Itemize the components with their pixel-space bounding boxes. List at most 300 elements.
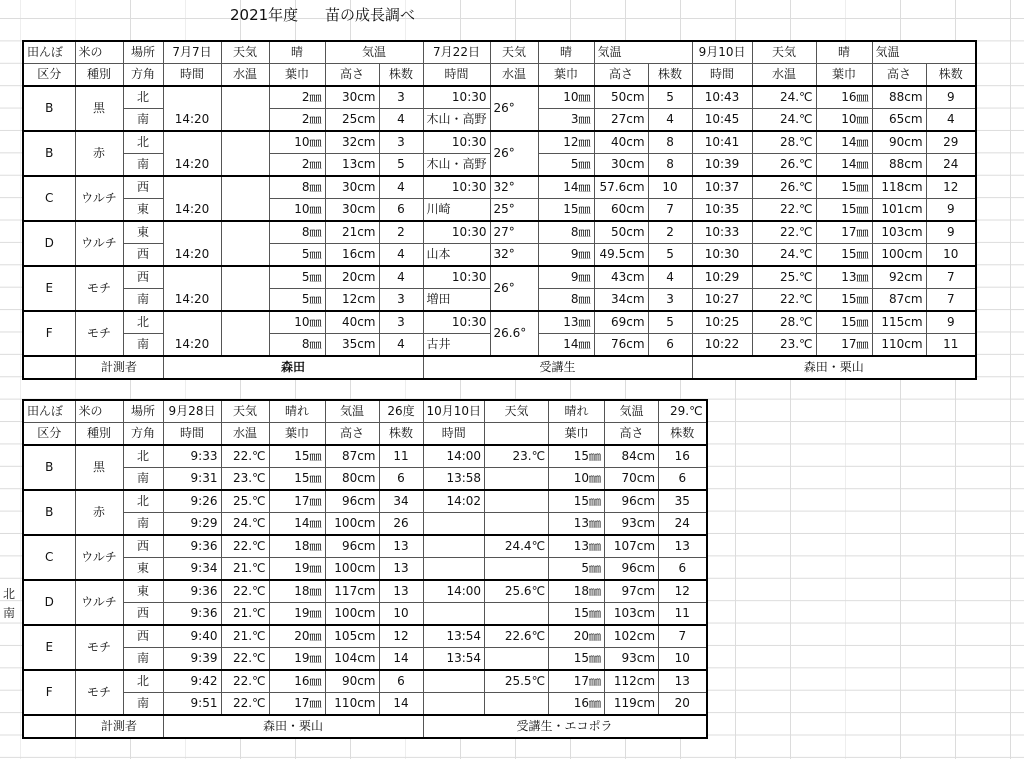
height-7-22: 49.5cm: [594, 244, 648, 267]
time-9-10: 10:41: [692, 131, 752, 154]
header-sunny2: 晴: [538, 41, 594, 64]
header-water3: 水温: [752, 64, 816, 87]
leaf-9-10: 14㎜: [816, 131, 872, 154]
leaf-9-28: 19㎜: [269, 558, 325, 581]
leaf-9-28: 20㎜: [269, 625, 325, 648]
time-10-10: [423, 670, 485, 693]
group-type: モチ: [75, 670, 123, 715]
leaf-10-10: 15㎜: [549, 648, 605, 671]
height-9-10: 65cm: [872, 109, 926, 132]
water-9-28: 21.℃: [221, 603, 269, 626]
leaf-9-28: 19㎜: [269, 603, 325, 626]
header-sunny3: 晴: [816, 41, 872, 64]
time-10-10: 14:00: [423, 580, 485, 603]
group-div: B: [23, 131, 75, 176]
count-7-7: 2: [379, 221, 423, 244]
water-9-28: 23.℃: [221, 468, 269, 491]
table-row: [23, 266, 976, 289]
water-9-28: 22.℃: [221, 693, 269, 716]
height-9-28: 110cm: [325, 693, 379, 716]
count-9-28: 14: [379, 693, 423, 716]
count-7-7: 4: [379, 109, 423, 132]
time-7-22: 増田: [423, 289, 490, 312]
table-row: [23, 86, 976, 109]
direction: 西: [123, 176, 163, 199]
direction: 北: [123, 131, 163, 154]
water-10-10: [485, 603, 549, 626]
footer-label: 計測者: [75, 356, 163, 379]
count-7-7: 3: [379, 131, 423, 154]
height-10-10: 84cm: [605, 445, 659, 468]
side-label-north: 北: [3, 587, 16, 601]
header-time2: 時間: [423, 423, 485, 446]
count-9-28: 26: [379, 513, 423, 536]
height-7-22: 40cm: [594, 131, 648, 154]
count-9-10: 7: [926, 266, 976, 289]
height-10-10: 93cm: [605, 513, 659, 536]
time-10-10: [423, 603, 485, 626]
water-10-10: 23.℃: [485, 445, 549, 468]
water-9-28: 22.℃: [221, 648, 269, 671]
header-dir: 方角: [123, 423, 163, 446]
count-9-10: 24: [926, 154, 976, 177]
water-10-10: 24.4℃: [485, 535, 549, 558]
water-7-22: 25°: [490, 199, 538, 222]
group-div: B: [23, 86, 75, 131]
leaf-7-22: 12㎜: [538, 131, 594, 154]
header-d2: 10月10日: [423, 400, 485, 423]
header-temp3: 気温: [872, 41, 976, 64]
count-9-28: 13: [379, 535, 423, 558]
group-type: ウルチ: [75, 535, 123, 580]
leaf-7-22: 15㎜: [538, 199, 594, 222]
direction: 北: [123, 311, 163, 334]
header-temp1: 気温: [325, 41, 423, 64]
count-10-10: 20: [659, 693, 707, 716]
count-7-7: 4: [379, 266, 423, 289]
height-9-28: 117cm: [325, 580, 379, 603]
group-type: 黒: [75, 445, 123, 490]
header-temp2: 気温: [605, 400, 659, 423]
water-7-22: 32°: [490, 244, 538, 267]
header-tempv2: 29.℃: [659, 400, 707, 423]
header-time2: 時間: [423, 64, 490, 87]
header-type: 種別: [75, 423, 123, 446]
time-7-22: 木山・高野: [423, 109, 490, 132]
time-9-10: 10:35: [692, 199, 752, 222]
count-9-28: 11: [379, 445, 423, 468]
height-10-10: 103cm: [605, 603, 659, 626]
time-10-10: [423, 693, 485, 716]
footer-row: [23, 715, 707, 738]
group-div: F: [23, 670, 75, 715]
height-7-22: 43cm: [594, 266, 648, 289]
group-div: B: [23, 445, 75, 490]
water-9-28: 25.℃: [221, 490, 269, 513]
leaf-9-28: 17㎜: [269, 693, 325, 716]
header-row-1: [23, 400, 707, 423]
header-time1: 時間: [163, 423, 221, 446]
height-9-28: 80cm: [325, 468, 379, 491]
direction: 北: [123, 445, 163, 468]
height-7-22: 27cm: [594, 109, 648, 132]
time-9-28: 9:26: [163, 490, 221, 513]
leaf-9-10: 16㎜: [816, 86, 872, 109]
time-9-28: 9:31: [163, 468, 221, 491]
count-10-10: 7: [659, 625, 707, 648]
water-7-7: [221, 176, 269, 221]
water-9-10: 24.℃: [752, 244, 816, 267]
count-7-22: 4: [648, 266, 692, 289]
header-time3: 時間: [692, 64, 752, 87]
sheet-title: 苗の成長調べ: [325, 6, 416, 24]
leaf-7-7: 2㎜: [269, 109, 325, 132]
leaf-7-22: 14㎜: [538, 176, 594, 199]
leaf-10-10: 15㎜: [549, 445, 605, 468]
header-d2: 7月22日: [423, 41, 490, 64]
height-7-22: 60cm: [594, 199, 648, 222]
time-9-28: 9:29: [163, 513, 221, 536]
leaf-7-22: 14㎜: [538, 334, 594, 357]
table-row: [23, 693, 707, 716]
header-tempv1: 26度: [379, 400, 423, 423]
side-label-south: 南: [3, 606, 16, 620]
height-9-10: 118cm: [872, 176, 926, 199]
leaf-7-7: 10㎜: [269, 131, 325, 154]
water-9-28: 22.℃: [221, 580, 269, 603]
time-9-10: 10:45: [692, 109, 752, 132]
leaf-7-7: 5㎜: [269, 244, 325, 267]
count-7-22: 10: [648, 176, 692, 199]
direction: 南: [123, 334, 163, 357]
time-7-7: 14:20: [163, 131, 221, 176]
leaf-9-28: 18㎜: [269, 580, 325, 603]
leaf-7-22: 5㎜: [538, 154, 594, 177]
height-7-7: 30cm: [325, 86, 379, 109]
header-count2: 株数: [659, 423, 707, 446]
direction: 西: [123, 625, 163, 648]
height-10-10: 96cm: [605, 490, 659, 513]
leaf-7-22: 8㎜: [538, 289, 594, 312]
time-10-10: 13:58: [423, 468, 485, 491]
header-sunny2: 晴れ: [549, 400, 605, 423]
header-d3: 9月10日: [692, 41, 752, 64]
height-7-22: 30cm: [594, 154, 648, 177]
height-9-28: 96cm: [325, 490, 379, 513]
time-9-28: 9:51: [163, 693, 221, 716]
header-count3: 株数: [926, 64, 976, 87]
table-row: [23, 558, 707, 581]
header-type: 種別: [75, 64, 123, 87]
leaf-9-10: 15㎜: [816, 244, 872, 267]
leaf-9-28: 19㎜: [269, 648, 325, 671]
count-9-28: 10: [379, 603, 423, 626]
height-7-22: 69cm: [594, 311, 648, 334]
time-7-7: 14:20: [163, 86, 221, 131]
water-7-7: [221, 131, 269, 176]
footer-blank: [23, 715, 75, 738]
time-7-22: 10:30: [423, 131, 490, 154]
count-10-10: 35: [659, 490, 707, 513]
time-9-28: 9:33: [163, 445, 221, 468]
height-10-10: 96cm: [605, 558, 659, 581]
group-div: E: [23, 266, 75, 311]
table-row: [23, 580, 707, 603]
height-7-7: 30cm: [325, 199, 379, 222]
group-type: ウルチ: [75, 580, 123, 625]
direction: 西: [123, 535, 163, 558]
height-9-10: 110cm: [872, 334, 926, 357]
water-9-10: 28.℃: [752, 131, 816, 154]
header-time1: 時間: [163, 64, 221, 87]
table-row: [23, 131, 976, 154]
count-9-28: 34: [379, 490, 423, 513]
header-sunny1: 晴: [269, 41, 325, 64]
header-height2: 高さ: [594, 64, 648, 87]
header-count1: 株数: [379, 423, 423, 446]
leaf-9-28: 16㎜: [269, 670, 325, 693]
leaf-9-10: 10㎜: [816, 109, 872, 132]
time-9-10: 10:22: [692, 334, 752, 357]
direction: 東: [123, 221, 163, 244]
count-9-10: 4: [926, 109, 976, 132]
leaf-7-22: 3㎜: [538, 109, 594, 132]
time-9-10: 10:30: [692, 244, 752, 267]
direction: 南: [123, 468, 163, 491]
count-7-7: 4: [379, 244, 423, 267]
direction: 北: [123, 86, 163, 109]
group-div: E: [23, 625, 75, 670]
water-7-7: [221, 266, 269, 311]
time-10-10: 13:54: [423, 648, 485, 671]
height-10-10: 119cm: [605, 693, 659, 716]
count-7-22: 5: [648, 244, 692, 267]
measurer-3: 森田・栗山: [692, 356, 976, 379]
measurer-1: 森田・栗山: [163, 715, 423, 738]
group-type: モチ: [75, 625, 123, 670]
count-10-10: 12: [659, 580, 707, 603]
height-9-10: 100cm: [872, 244, 926, 267]
count-9-28: 12: [379, 625, 423, 648]
header-weather3: 天気: [752, 41, 816, 64]
group-div: C: [23, 535, 75, 580]
header-weather2: 天気: [485, 400, 549, 423]
leaf-10-10: 15㎜: [549, 603, 605, 626]
water-9-10: 22.℃: [752, 199, 816, 222]
group-div: D: [23, 580, 75, 625]
header-weather2: 天気: [490, 41, 538, 64]
header-leaf2: 葉巾: [538, 64, 594, 87]
direction: 南: [123, 693, 163, 716]
group-div: C: [23, 176, 75, 221]
header-count2: 株数: [648, 64, 692, 87]
height-9-10: 88cm: [872, 86, 926, 109]
header-dir: 方角: [123, 64, 163, 87]
table-row: [23, 513, 707, 536]
header-div: 区分: [23, 64, 75, 87]
direction: 南: [123, 513, 163, 536]
leaf-7-7: 8㎜: [269, 221, 325, 244]
leaf-7-7: 2㎜: [269, 86, 325, 109]
count-9-10: 29: [926, 131, 976, 154]
water-10-10: [485, 693, 549, 716]
header-rice: 米の: [75, 400, 123, 423]
count-7-7: 3: [379, 289, 423, 312]
group-div: F: [23, 311, 75, 356]
header-weather1: 天気: [221, 400, 269, 423]
group-type: ウルチ: [75, 221, 123, 266]
count-7-22: 6: [648, 334, 692, 357]
water-7-22: 27°: [490, 221, 538, 244]
header-temp2: 気温: [594, 41, 692, 64]
footer-row: [23, 356, 976, 379]
group-type: ウルチ: [75, 176, 123, 221]
count-7-22: 8: [648, 131, 692, 154]
leaf-9-10: 15㎜: [816, 289, 872, 312]
count-7-7: 3: [379, 86, 423, 109]
water-7-7: [221, 311, 269, 356]
leaf-7-22: 9㎜: [538, 266, 594, 289]
water-9-10: 23.℃: [752, 334, 816, 357]
direction: 東: [123, 580, 163, 603]
height-9-10: 87cm: [872, 289, 926, 312]
table-row: [23, 648, 707, 671]
header-temp1: 気温: [325, 400, 379, 423]
height-9-28: 105cm: [325, 625, 379, 648]
header-leaf1: 葉巾: [269, 64, 325, 87]
count-9-28: 13: [379, 580, 423, 603]
growth-table-bottom: [22, 399, 708, 739]
header-rice: 米の: [75, 41, 123, 64]
water-7-22: 26°: [490, 131, 538, 176]
water-9-10: 26.℃: [752, 154, 816, 177]
time-9-10: 10:43: [692, 86, 752, 109]
header-water2-empty: [485, 423, 549, 446]
count-7-7: 4: [379, 334, 423, 357]
leaf-7-22: 9㎜: [538, 244, 594, 267]
water-9-10: 24.℃: [752, 109, 816, 132]
leaf-9-28: 18㎜: [269, 535, 325, 558]
growth-table-top: [22, 40, 977, 380]
water-9-28: 22.℃: [221, 535, 269, 558]
time-10-10: 13:54: [423, 625, 485, 648]
water-10-10: 25.5℃: [485, 670, 549, 693]
header-row-2: [23, 64, 976, 87]
table-row: [23, 445, 707, 468]
height-7-7: 35cm: [325, 334, 379, 357]
water-7-22: 26°: [490, 266, 538, 311]
leaf-7-7: 8㎜: [269, 334, 325, 357]
water-10-10: [485, 513, 549, 536]
height-7-7: 12cm: [325, 289, 379, 312]
water-9-10: 28.℃: [752, 311, 816, 334]
height-9-28: 96cm: [325, 535, 379, 558]
measurer-1: 森田: [163, 356, 423, 379]
table-row: [23, 490, 707, 513]
time-10-10: [423, 558, 485, 581]
count-7-22: 8: [648, 154, 692, 177]
water-10-10: [485, 648, 549, 671]
count-7-22: 5: [648, 311, 692, 334]
water-7-7: [221, 86, 269, 131]
direction: 北: [123, 670, 163, 693]
time-9-28: 9:34: [163, 558, 221, 581]
time-7-22: 10:30: [423, 221, 490, 244]
count-9-10: 9: [926, 86, 976, 109]
time-9-10: 10:33: [692, 221, 752, 244]
time-7-7: 14:20: [163, 266, 221, 311]
group-div: B: [23, 490, 75, 535]
header-row-2: [23, 423, 707, 446]
header-water1: 水温: [221, 423, 269, 446]
water-10-10: 25.6℃: [485, 580, 549, 603]
water-9-10: 26.℃: [752, 176, 816, 199]
leaf-10-10: 13㎜: [549, 513, 605, 536]
water-7-22: 32°: [490, 176, 538, 199]
leaf-7-22: 10㎜: [538, 86, 594, 109]
header-leaf1: 葉巾: [269, 423, 325, 446]
water-7-22: 26.6°: [490, 311, 538, 356]
time-7-7: 14:20: [163, 221, 221, 266]
count-7-22: 4: [648, 109, 692, 132]
direction: 東: [123, 199, 163, 222]
count-7-7: 5: [379, 154, 423, 177]
count-10-10: 11: [659, 603, 707, 626]
leaf-9-28: 17㎜: [269, 490, 325, 513]
header-sunny1: 晴れ: [269, 400, 325, 423]
group-type: モチ: [75, 311, 123, 356]
water-9-28: 24.℃: [221, 513, 269, 536]
time-9-28: 9:36: [163, 580, 221, 603]
time-7-22: 10:30: [423, 266, 490, 289]
height-9-28: 100cm: [325, 558, 379, 581]
height-7-7: 32cm: [325, 131, 379, 154]
water-10-10: [485, 468, 549, 491]
header-leaf2: 葉巾: [549, 423, 605, 446]
height-10-10: 107cm: [605, 535, 659, 558]
water-9-28: 22.℃: [221, 670, 269, 693]
leaf-10-10: 18㎜: [549, 580, 605, 603]
count-9-10: 7: [926, 289, 976, 312]
footer-label: 計測者: [75, 715, 163, 738]
header-place: 場所: [123, 41, 163, 64]
height-7-7: 16cm: [325, 244, 379, 267]
leaf-7-7: 10㎜: [269, 199, 325, 222]
leaf-7-7: 5㎜: [269, 289, 325, 312]
height-9-28: 100cm: [325, 513, 379, 536]
water-9-28: 22.℃: [221, 445, 269, 468]
height-9-10: 90cm: [872, 131, 926, 154]
time-7-22: 10:30: [423, 311, 490, 334]
sheet-title-year: 2021年度: [230, 6, 299, 24]
time-10-10: [423, 535, 485, 558]
height-10-10: 93cm: [605, 648, 659, 671]
header-d1: 7月7日: [163, 41, 221, 64]
height-7-22: 50cm: [594, 86, 648, 109]
count-9-10: 10: [926, 244, 976, 267]
height-10-10: 112cm: [605, 670, 659, 693]
count-9-28: 6: [379, 670, 423, 693]
water-10-10: 22.6℃: [485, 625, 549, 648]
height-9-28: 90cm: [325, 670, 379, 693]
time-9-28: 9:36: [163, 603, 221, 626]
count-9-28: 14: [379, 648, 423, 671]
direction: 東: [123, 558, 163, 581]
header-height3: 高さ: [872, 64, 926, 87]
leaf-9-10: 13㎜: [816, 266, 872, 289]
height-9-10: 101cm: [872, 199, 926, 222]
direction: 西: [123, 266, 163, 289]
